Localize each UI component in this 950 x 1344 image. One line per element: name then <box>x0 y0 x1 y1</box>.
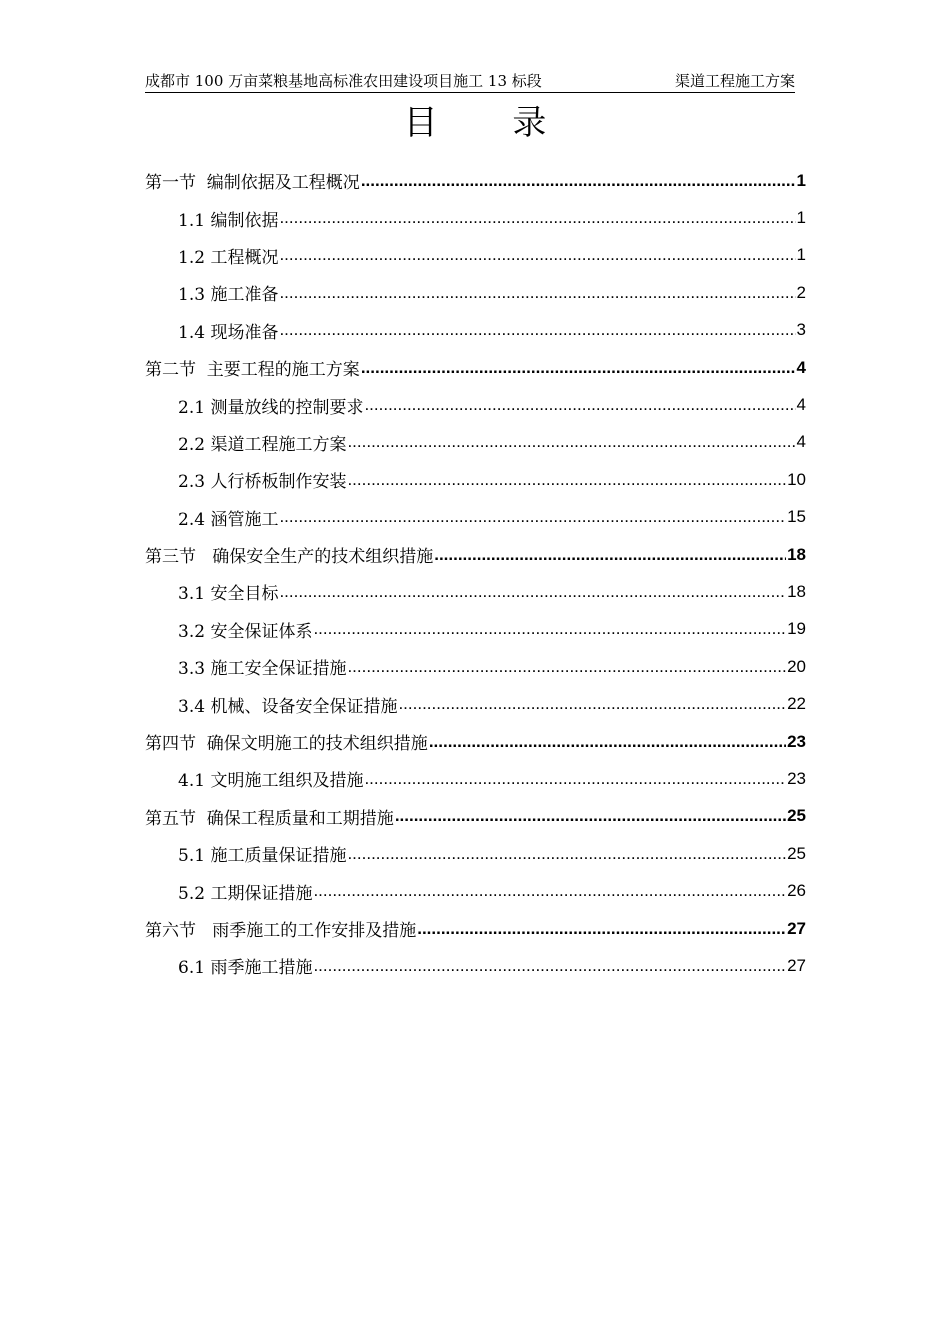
toc-subsection-entry[interactable] <box>145 461 806 498</box>
toc-entry-page-number: 25 <box>787 806 806 826</box>
toc-entry-page-number: 20 <box>787 656 806 676</box>
toc-dot-leader <box>417 919 786 939</box>
toc-entry-label: 3.4 机械、设备安全保证措施 <box>178 696 398 717</box>
toc-dot-leader <box>364 395 795 415</box>
toc-entry-label: 6.1 雨季施工措施 <box>178 958 313 979</box>
toc-entry-page-number: 23 <box>787 731 806 751</box>
toc-entry-page-number: 26 <box>787 881 806 901</box>
toc-entry-page-number: 2 <box>796 282 806 302</box>
toc-entry-label: 3.3 施工安全保证措施 <box>178 659 347 680</box>
toc-entry-label: 4.1 文明施工组织及措施 <box>178 771 364 792</box>
toc-entry-page-number: 18 <box>787 544 806 564</box>
toc-section-entry[interactable] <box>145 349 806 386</box>
table-of-contents <box>145 162 806 985</box>
toc-entry-page-number: 19 <box>787 619 806 639</box>
toc-entry-label: 3.2 安全保证体系 <box>178 621 313 642</box>
header-document-name: 渠道工程施工方案 <box>674 72 795 90</box>
toc-entry-page-number: 22 <box>787 694 806 714</box>
toc-entry-label: 5.1 施工质量保证措施 <box>178 846 347 867</box>
header-project-name: 成都市 100 万亩菜粮基地高标准农田建设项目施工 13 标段 <box>145 72 542 90</box>
toc-dot-leader <box>429 732 786 752</box>
toc-dot-leader <box>279 320 795 340</box>
toc-subsection-entry[interactable] <box>145 573 806 610</box>
toc-dot-leader <box>361 171 796 191</box>
toc-entry-page-number: 1 <box>796 245 806 265</box>
toc-entry-page-number: 4 <box>796 432 806 452</box>
toc-dot-leader <box>347 470 786 490</box>
toc-subsection-entry[interactable] <box>145 872 806 909</box>
toc-subsection-entry[interactable] <box>145 648 806 685</box>
toc-dot-leader <box>279 507 786 527</box>
toc-entry-page-number: 15 <box>787 507 806 527</box>
toc-entry-page-number: 10 <box>787 469 806 489</box>
toc-dot-leader <box>347 657 786 677</box>
toc-entry-label: 5.2 工期保证措施 <box>178 883 313 904</box>
toc-entry-page-number: 3 <box>796 320 806 340</box>
toc-entry-label: 第二节 主要工程的施工方案 <box>145 360 360 381</box>
toc-subsection-entry[interactable] <box>145 685 806 722</box>
toc-entry-label: 2.2 渠道工程施工方案 <box>178 434 347 455</box>
toc-section-entry[interactable] <box>145 162 806 199</box>
toc-entry-page-number: 4 <box>796 357 806 377</box>
toc-dot-leader <box>279 208 795 228</box>
toc-dot-leader <box>434 545 786 565</box>
toc-subsection-entry[interactable] <box>145 499 806 536</box>
toc-section-entry[interactable] <box>145 723 806 760</box>
toc-entry-label: 第五节 确保工程质量和工期措施 <box>145 808 394 829</box>
toc-entry-label: 2.4 涵管施工 <box>178 509 279 530</box>
toc-subsection-entry[interactable] <box>145 199 806 236</box>
toc-entry-label: 第六节 雨季施工的工作安排及措施 <box>145 921 417 941</box>
toc-dot-leader <box>398 694 786 714</box>
toc-dot-leader <box>313 881 786 901</box>
toc-entry-page-number: 4 <box>796 395 806 415</box>
toc-dot-leader <box>313 619 786 639</box>
page-header <box>145 70 795 93</box>
toc-entry-page-number: 27 <box>787 918 806 938</box>
toc-entry-page-number: 1 <box>796 208 806 228</box>
toc-entry-label: 第四节 确保文明施工的技术组织措施 <box>145 734 428 755</box>
toc-subsection-entry[interactable] <box>145 424 806 461</box>
toc-entry-page-number: 25 <box>787 843 806 863</box>
toc-dot-leader <box>347 432 795 452</box>
toc-title: 目 录 <box>403 103 579 143</box>
toc-dot-leader <box>364 769 786 789</box>
toc-entry-page-number: 23 <box>787 768 806 788</box>
toc-dot-leader <box>279 582 786 602</box>
toc-section-entry[interactable] <box>145 910 806 947</box>
toc-subsection-entry[interactable] <box>145 386 806 423</box>
toc-subsection-entry[interactable] <box>145 835 806 872</box>
toc-entry-page-number: 18 <box>787 581 806 601</box>
toc-dot-leader <box>347 844 786 864</box>
toc-subsection-entry[interactable] <box>145 237 806 274</box>
toc-subsection-entry[interactable] <box>145 274 806 311</box>
toc-entry-page-number: 1 <box>796 170 806 190</box>
toc-entry-label: 2.3 人行桥板制作安装 <box>178 472 347 493</box>
toc-entry-page-number: 27 <box>787 955 806 975</box>
toc-subsection-entry[interactable] <box>145 611 806 648</box>
toc-entry-label: 第一节 编制依据及工程概况 <box>145 173 360 194</box>
toc-dot-leader <box>313 956 786 976</box>
toc-subsection-entry[interactable] <box>145 760 806 797</box>
toc-entry-label: 1.3 施工准备 <box>178 285 279 306</box>
toc-section-entry[interactable] <box>145 798 806 835</box>
toc-dot-leader <box>395 806 786 826</box>
toc-dot-leader <box>361 358 796 378</box>
toc-entry-label: 2.1 测量放线的控制要求 <box>178 397 364 418</box>
toc-section-entry[interactable] <box>145 536 806 573</box>
toc-dot-leader <box>279 245 795 265</box>
toc-subsection-entry[interactable] <box>145 947 806 984</box>
toc-entry-label: 3.1 安全目标 <box>178 584 279 605</box>
toc-entry-label: 第三节 确保安全生产的技术组织措施 <box>145 547 434 568</box>
toc-entry-label: 1.2 工程概况 <box>178 247 279 268</box>
toc-subsection-entry[interactable] <box>145 312 806 349</box>
toc-dot-leader <box>279 283 795 303</box>
toc-entry-label: 1.4 现场准备 <box>178 322 279 343</box>
toc-entry-label: 1.1 编制依据 <box>178 210 279 231</box>
